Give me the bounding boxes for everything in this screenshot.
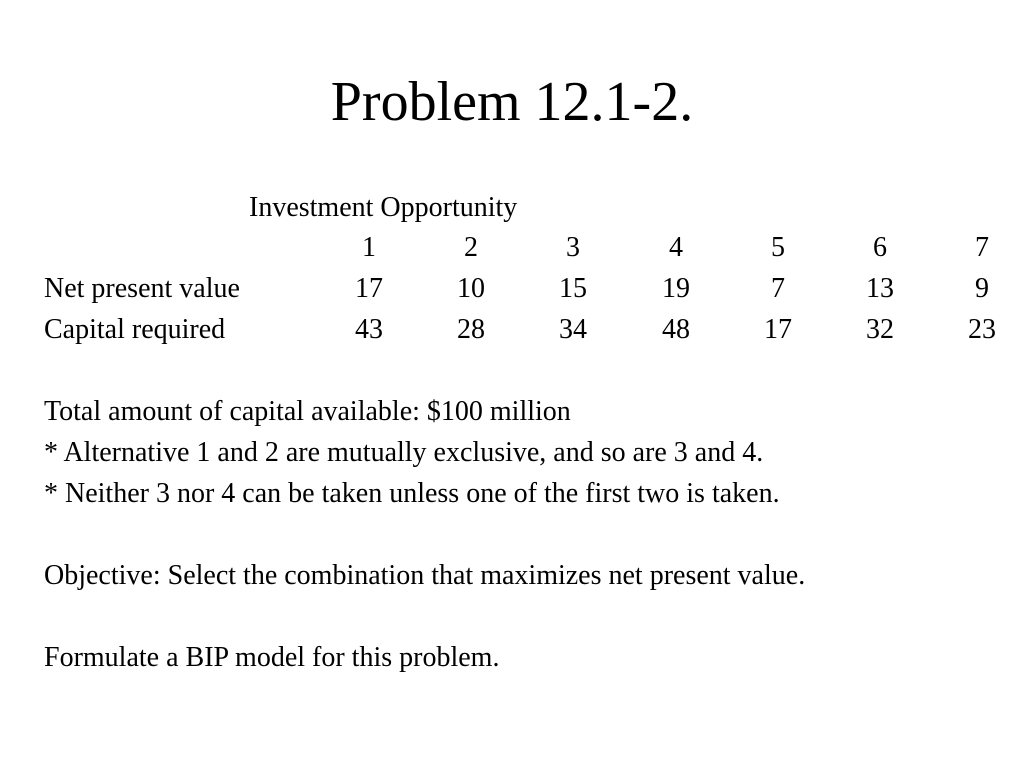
task-text: Formulate a BIP model for this problem.: [44, 642, 500, 673]
table-column-header-row: [0, 228, 1024, 268]
column-header: 1: [362, 232, 376, 263]
column-header: 2: [464, 232, 478, 263]
capital-available-text: Total amount of capital available: $100 million: [44, 396, 571, 427]
table-row-net-present-value: [0, 269, 1024, 309]
table-cell: 17: [764, 314, 792, 345]
constraint-mutually-exclusive: * Alternative 1 and 2 are mutually exclusive, and so are 3 and 4.: [44, 437, 764, 468]
table-cell: 9: [975, 273, 989, 304]
column-header: 7: [975, 232, 989, 263]
table-cell: 23: [968, 314, 996, 345]
column-header: 4: [669, 232, 683, 263]
table-cell: 15: [559, 273, 587, 304]
slide-title: Problem 12.1-2.: [330, 71, 694, 133]
table-cell: 17: [355, 273, 383, 304]
table-heading: Investment Opportunity: [249, 192, 518, 223]
table-cell: 32: [866, 314, 894, 345]
table-cell: 28: [457, 314, 485, 345]
table-cell: 43: [355, 314, 383, 345]
table-row-capital-required: [0, 310, 1024, 350]
objective-text: Objective: Select the combination that maximizes net present value.: [44, 560, 806, 591]
table-cell: 13: [866, 273, 894, 304]
column-header: 6: [873, 232, 887, 263]
table-cell: 48: [662, 314, 690, 345]
table-cell: 7: [771, 273, 785, 304]
table-cell: 19: [662, 273, 690, 304]
row-label: Net present value: [44, 273, 240, 304]
column-header: 3: [566, 232, 580, 263]
table-cell: 34: [559, 314, 587, 345]
column-header: 5: [771, 232, 785, 263]
row-label: Capital required: [44, 314, 226, 345]
table-cell: 10: [457, 273, 485, 304]
constraint-contingent: * Neither 3 nor 4 can be taken unless one of the first two is taken.: [44, 478, 780, 509]
